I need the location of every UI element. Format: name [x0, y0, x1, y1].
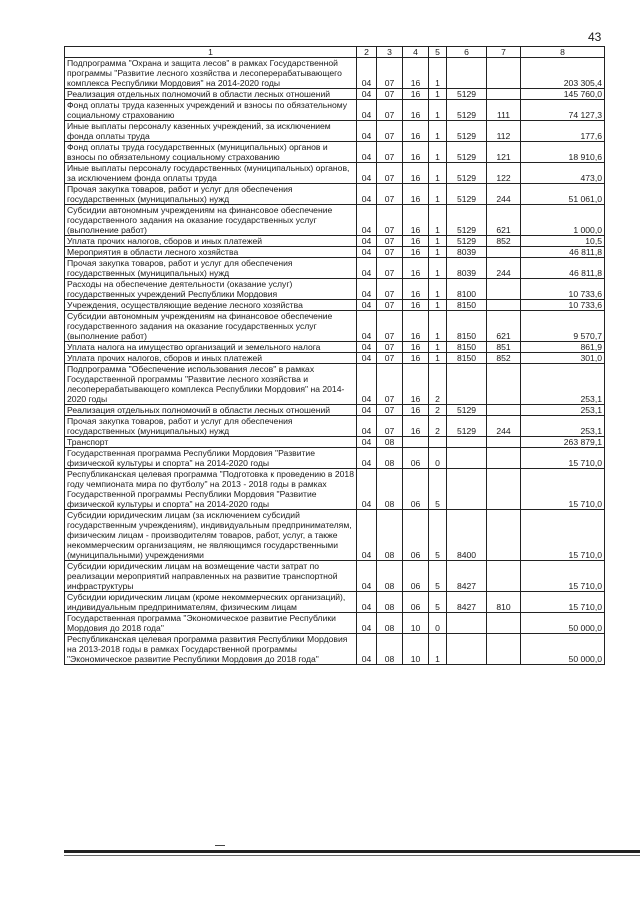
expense-type-cell — [487, 89, 521, 100]
amount-cell: 18 910,6 — [521, 142, 605, 163]
program-code-cell: 16 — [403, 405, 429, 416]
table-row — [65, 311, 605, 342]
article-code-cell: 5129 — [447, 184, 487, 205]
expense-type-cell: 121 — [487, 142, 521, 163]
column-header: 6 — [447, 47, 487, 58]
section-code-cell: 04 — [357, 405, 377, 416]
row-name-cell: Реализация отдельных полномочий в области лесных отношений — [65, 89, 357, 100]
program-code-cell: 16 — [403, 416, 429, 437]
article-code-cell: 5129 — [447, 205, 487, 236]
subsection-code-cell: 07 — [377, 353, 403, 364]
program-code-cell: 16 — [403, 364, 429, 405]
subsection-code-cell: 08 — [377, 437, 403, 448]
program-code-cell: 16 — [403, 58, 429, 89]
section-code-cell: 04 — [357, 613, 377, 634]
subsection-code-cell: 07 — [377, 405, 403, 416]
table-row — [65, 163, 605, 184]
amount-cell: 51 061,0 — [521, 184, 605, 205]
row-name-cell: Фонд оплаты труда государственных (муниципальных) органов и взносы по обязательному социальному страхованию — [65, 142, 357, 163]
row-name-cell: Реализация отдельных полномочий в области лесных отношений — [65, 405, 357, 416]
article-code-cell: 8400 — [447, 510, 487, 561]
subsection-code-cell: 07 — [377, 416, 403, 437]
article-code-cell: 5129 — [447, 142, 487, 163]
article-code-cell: 8150 — [447, 311, 487, 342]
amount-cell: 15 710,0 — [521, 592, 605, 613]
expense-type-cell — [487, 634, 521, 665]
subsection-code-cell: 07 — [377, 121, 403, 142]
row-name-cell: Государственная программа Республики Мордовия "Развитие физической культуры и спорта" на 2014-2020 годы — [65, 448, 357, 469]
subprogram-code-cell: 2 — [429, 405, 447, 416]
subsection-code-cell: 07 — [377, 205, 403, 236]
table-row — [65, 89, 605, 100]
subsection-code-cell: 08 — [377, 592, 403, 613]
program-code-cell: 16 — [403, 142, 429, 163]
expense-type-cell — [487, 561, 521, 592]
program-code-cell: 16 — [403, 184, 429, 205]
column-header: 7 — [487, 47, 521, 58]
subprogram-code-cell — [429, 437, 447, 448]
article-code-cell: 5129 — [447, 89, 487, 100]
row-name-cell: Фонд оплаты труда казенных учреждений и взносы по обязательному социальному страхованию — [65, 100, 357, 121]
section-code-cell: 04 — [357, 448, 377, 469]
subprogram-code-cell: 0 — [429, 448, 447, 469]
program-code-cell: 06 — [403, 510, 429, 561]
column-header: 8 — [521, 47, 605, 58]
subprogram-code-cell: 5 — [429, 469, 447, 510]
row-name-cell: Подпрограмма "Обеспечение использования лесов" в рамках Государственной программы "Развитие лесного хозяйства и лесоперерабатывающего комплекса Республики Мордовия" на 2014-2020 годы — [65, 364, 357, 405]
table-row — [65, 416, 605, 437]
section-code-cell: 04 — [357, 561, 377, 592]
subsection-code-cell: 07 — [377, 100, 403, 121]
row-name-cell: Субсидии юридическим лицам (за исключением субсидий государственным учреждениям), индивидуальным предпринимателям, физическим лицам - производителям товаров, работ, услуг, а также некоммерческим организациям, не являющимся государственными (муниципальными) учреждениями — [65, 510, 357, 561]
budget-table — [64, 46, 605, 665]
table-row — [65, 184, 605, 205]
subsection-code-cell: 08 — [377, 510, 403, 561]
section-code-cell: 04 — [357, 634, 377, 665]
subprogram-code-cell: 1 — [429, 163, 447, 184]
expense-type-cell — [487, 364, 521, 405]
section-code-cell: 04 — [357, 121, 377, 142]
expense-type-cell: 621 — [487, 311, 521, 342]
program-code-cell: 10 — [403, 634, 429, 665]
section-code-cell: 04 — [357, 469, 377, 510]
article-code-cell — [447, 469, 487, 510]
table-row — [65, 100, 605, 121]
amount-cell: 15 710,0 — [521, 561, 605, 592]
row-name-cell: Государственная программа "Экономическое развитие Республики Мордовия до 2018 года" — [65, 613, 357, 634]
section-code-cell: 04 — [357, 142, 377, 163]
table-row — [65, 469, 605, 510]
table-row — [65, 561, 605, 592]
article-code-cell: 8039 — [447, 247, 487, 258]
table-row — [65, 437, 605, 448]
subsection-code-cell: 07 — [377, 236, 403, 247]
table-row — [65, 258, 605, 279]
amount-cell: 177,6 — [521, 121, 605, 142]
row-name-cell: Расходы на обеспечение деятельности (оказание услуг) государственных учреждений Республики Мордовия — [65, 279, 357, 300]
expense-type-cell — [487, 437, 521, 448]
expense-type-cell — [487, 58, 521, 89]
subsection-code-cell: 08 — [377, 448, 403, 469]
program-code-cell: 06 — [403, 448, 429, 469]
amount-cell: 15 710,0 — [521, 510, 605, 561]
table-row — [65, 58, 605, 89]
expense-type-cell: 851 — [487, 342, 521, 353]
amount-cell: 1 000,0 — [521, 205, 605, 236]
article-code-cell: 8039 — [447, 258, 487, 279]
section-code-cell: 04 — [357, 58, 377, 89]
table-row — [65, 364, 605, 405]
row-name-cell: Учреждения, осуществляющие ведение лесного хозяйства — [65, 300, 357, 311]
program-code-cell: 16 — [403, 311, 429, 342]
subsection-code-cell: 08 — [377, 634, 403, 665]
row-name-cell: Мероприятия в области лесного хозяйства — [65, 247, 357, 258]
table-row — [65, 448, 605, 469]
subsection-code-cell: 08 — [377, 613, 403, 634]
article-code-cell — [447, 448, 487, 469]
section-code-cell: 04 — [357, 205, 377, 236]
subprogram-code-cell: 1 — [429, 236, 447, 247]
program-code-cell: 16 — [403, 100, 429, 121]
subprogram-code-cell: 1 — [429, 121, 447, 142]
row-name-cell: Иные выплаты персоналу государственных (муниципальных) органов, за исключением фонда оплаты труда — [65, 163, 357, 184]
program-code-cell: 16 — [403, 163, 429, 184]
article-code-cell — [447, 634, 487, 665]
expense-type-cell — [487, 613, 521, 634]
row-name-cell: Уплата прочих налогов, сборов и иных платежей — [65, 236, 357, 247]
section-code-cell: 04 — [357, 100, 377, 121]
row-name-cell: Транспорт — [65, 437, 357, 448]
amount-cell: 253,1 — [521, 405, 605, 416]
table-header-row — [65, 47, 605, 58]
expense-type-cell: 111 — [487, 100, 521, 121]
article-code-cell: 8427 — [447, 592, 487, 613]
expense-type-cell: 852 — [487, 236, 521, 247]
column-header: 3 — [377, 47, 403, 58]
subsection-code-cell: 07 — [377, 342, 403, 353]
article-code-cell — [447, 58, 487, 89]
subprogram-code-cell: 1 — [429, 311, 447, 342]
row-name-cell: Уплата налога на имущество организаций и земельного налога — [65, 342, 357, 353]
subprogram-code-cell: 1 — [429, 58, 447, 89]
amount-cell: 253,1 — [521, 364, 605, 405]
subprogram-code-cell: 1 — [429, 353, 447, 364]
bottom-rule — [64, 850, 640, 853]
amount-cell: 10 733,6 — [521, 279, 605, 300]
program-code-cell: 16 — [403, 247, 429, 258]
row-name-cell: Уплата прочих налогов, сборов и иных платежей — [65, 353, 357, 364]
table-row — [65, 205, 605, 236]
amount-cell: 473,0 — [521, 163, 605, 184]
page-number: 43 — [588, 30, 602, 44]
subsection-code-cell: 07 — [377, 364, 403, 405]
subprogram-code-cell: 2 — [429, 364, 447, 405]
row-name-cell: Подпрограмма "Охрана и защита лесов" в рамках Государственной программы "Развитие лесного хозяйства и лесоперерабатывающего комплекса Республики Мордовия" на 2014-2020 годы — [65, 58, 357, 89]
amount-cell: 46 811,8 — [521, 247, 605, 258]
amount-cell: 15 710,0 — [521, 469, 605, 510]
amount-cell: 145 760,0 — [521, 89, 605, 100]
expense-type-cell — [487, 300, 521, 311]
table-row — [65, 142, 605, 163]
row-name-cell: Субсидии автономным учреждениям на финансовое обеспечение государственного задания на оказание государственных услуг (выполнение работ) — [65, 311, 357, 342]
program-code-cell: 16 — [403, 121, 429, 142]
section-code-cell: 04 — [357, 300, 377, 311]
amount-cell: 15 710,0 — [521, 448, 605, 469]
amount-cell: 203 305,4 — [521, 58, 605, 89]
subprogram-code-cell: 5 — [429, 561, 447, 592]
section-code-cell: 04 — [357, 258, 377, 279]
amount-cell: 301,0 — [521, 353, 605, 364]
row-name-cell: Субсидии автономным учреждениям на финансовое обеспечение государственного задания на оказание государственных услуг (выполнение работ) — [65, 205, 357, 236]
amount-cell: 9 570,7 — [521, 311, 605, 342]
expense-type-cell: 112 — [487, 121, 521, 142]
expense-type-cell: 244 — [487, 184, 521, 205]
article-code-cell: 8150 — [447, 342, 487, 353]
amount-cell: 10,5 — [521, 236, 605, 247]
section-code-cell: 04 — [357, 592, 377, 613]
table-row — [65, 592, 605, 613]
program-code-cell: 16 — [403, 205, 429, 236]
program-code-cell: 16 — [403, 89, 429, 100]
subprogram-code-cell: 5 — [429, 510, 447, 561]
program-code-cell: 06 — [403, 592, 429, 613]
subsection-code-cell: 07 — [377, 258, 403, 279]
expense-type-cell — [487, 448, 521, 469]
expense-type-cell: 244 — [487, 258, 521, 279]
column-header: 4 — [403, 47, 429, 58]
section-code-cell: 04 — [357, 247, 377, 258]
subprogram-code-cell: 1 — [429, 258, 447, 279]
row-name-cell: Прочая закупка товаров, работ и услуг для обеспечения государственных (муниципальных) нужд — [65, 184, 357, 205]
section-code-cell: 04 — [357, 184, 377, 205]
table-row — [65, 236, 605, 247]
table-row — [65, 510, 605, 561]
subsection-code-cell: 07 — [377, 247, 403, 258]
subprogram-code-cell: 5 — [429, 592, 447, 613]
section-code-cell: 04 — [357, 342, 377, 353]
section-code-cell: 04 — [357, 416, 377, 437]
expense-type-cell: 621 — [487, 205, 521, 236]
article-code-cell: 5129 — [447, 416, 487, 437]
subprogram-code-cell: 1 — [429, 142, 447, 163]
expense-type-cell: 852 — [487, 353, 521, 364]
subprogram-code-cell: 1 — [429, 279, 447, 300]
expense-type-cell — [487, 510, 521, 561]
section-code-cell: 04 — [357, 89, 377, 100]
section-code-cell: 04 — [357, 236, 377, 247]
program-code-cell: 06 — [403, 561, 429, 592]
section-code-cell: 04 — [357, 279, 377, 300]
table-row — [65, 121, 605, 142]
table-row — [65, 342, 605, 353]
expense-type-cell — [487, 405, 521, 416]
amount-cell: 861,9 — [521, 342, 605, 353]
bottom-rule-thin — [64, 855, 640, 856]
program-code-cell: 16 — [403, 279, 429, 300]
expense-type-cell — [487, 279, 521, 300]
program-code-cell: 06 — [403, 469, 429, 510]
article-code-cell: 5129 — [447, 405, 487, 416]
section-code-cell: 04 — [357, 510, 377, 561]
subprogram-code-cell: 0 — [429, 613, 447, 634]
column-header: 1 — [65, 47, 357, 58]
row-name-cell: Республиканская целевая программа "Подготовка к проведению в 2018 году чемпионата мира по футболу" на 2013 - 2018 годы в рамках Государственной программы Республики Мордовия "Развитие физической культуры и спорта" на 2014-2020 годы — [65, 469, 357, 510]
subprogram-code-cell: 2 — [429, 416, 447, 437]
article-code-cell: 5129 — [447, 236, 487, 247]
subprogram-code-cell: 1 — [429, 184, 447, 205]
article-code-cell: 8150 — [447, 300, 487, 311]
table-row — [65, 405, 605, 416]
subsection-code-cell: 07 — [377, 163, 403, 184]
program-code-cell: 16 — [403, 342, 429, 353]
subprogram-code-cell: 1 — [429, 89, 447, 100]
article-code-cell: 8100 — [447, 279, 487, 300]
table-row — [65, 300, 605, 311]
subprogram-code-cell: 1 — [429, 300, 447, 311]
column-header: 5 — [429, 47, 447, 58]
table-row — [65, 353, 605, 364]
subprogram-code-cell: 1 — [429, 342, 447, 353]
subsection-code-cell: 07 — [377, 142, 403, 163]
table-row — [65, 613, 605, 634]
section-code-cell: 04 — [357, 311, 377, 342]
program-code-cell: 16 — [403, 300, 429, 311]
program-code-cell: 16 — [403, 353, 429, 364]
subsection-code-cell: 08 — [377, 469, 403, 510]
subsection-code-cell: 07 — [377, 58, 403, 89]
amount-cell: 10 733,6 — [521, 300, 605, 311]
subprogram-code-cell: 1 — [429, 634, 447, 665]
subsection-code-cell: 07 — [377, 279, 403, 300]
amount-cell: 50 000,0 — [521, 613, 605, 634]
subprogram-code-cell: 1 — [429, 100, 447, 121]
table-row — [65, 247, 605, 258]
table-row — [65, 279, 605, 300]
subprogram-code-cell: 1 — [429, 247, 447, 258]
article-code-cell — [447, 437, 487, 448]
expense-type-cell — [487, 247, 521, 258]
subsection-code-cell: 07 — [377, 311, 403, 342]
article-code-cell: 8150 — [447, 353, 487, 364]
program-code-cell: 16 — [403, 236, 429, 247]
subsection-code-cell: 08 — [377, 561, 403, 592]
article-code-cell: 5129 — [447, 163, 487, 184]
table-row — [65, 634, 605, 665]
section-code-cell: 04 — [357, 163, 377, 184]
expense-type-cell — [487, 469, 521, 510]
subsection-code-cell: 07 — [377, 300, 403, 311]
expense-type-cell: 244 — [487, 416, 521, 437]
amount-cell: 253,1 — [521, 416, 605, 437]
expense-type-cell: 122 — [487, 163, 521, 184]
section-code-cell: 04 — [357, 353, 377, 364]
article-code-cell: 5129 — [447, 100, 487, 121]
amount-cell: 263 879,1 — [521, 437, 605, 448]
subsection-code-cell: 07 — [377, 89, 403, 100]
article-code-cell: 5129 — [447, 121, 487, 142]
amount-cell: 74 127,3 — [521, 100, 605, 121]
program-code-cell: 16 — [403, 258, 429, 279]
expense-type-cell: 810 — [487, 592, 521, 613]
row-name-cell: Иные выплаты персоналу казенных учреждений, за исключением фонда оплаты труда — [65, 121, 357, 142]
amount-cell: 46 811,8 — [521, 258, 605, 279]
article-code-cell — [447, 613, 487, 634]
row-name-cell: Прочая закупка товаров, работ и услуг для обеспечения государственных (муниципальных) нужд — [65, 416, 357, 437]
subsection-code-cell: 07 — [377, 184, 403, 205]
article-code-cell — [447, 364, 487, 405]
row-name-cell: Республиканская целевая программа развития Республики Мордовия на 2013-2018 годы в рамках Государственной программы "Экономическое развитие Республики Мордовия до 2018 года" — [65, 634, 357, 665]
article-code-cell: 8427 — [447, 561, 487, 592]
row-name-cell: Субсидии юридическим лицам на возмещение части затрат по реализации мероприятий направленных на развитие транспортной инфраструктуры — [65, 561, 357, 592]
amount-cell: 50 000,0 — [521, 634, 605, 665]
row-name-cell: Субсидии юридическим лицам (кроме некоммерческих организаций), индивидуальным предпринимателям, физическим лицам — [65, 592, 357, 613]
footer-dash — [215, 845, 225, 846]
subprogram-code-cell: 1 — [429, 205, 447, 236]
program-code-cell: 10 — [403, 613, 429, 634]
section-code-cell: 04 — [357, 364, 377, 405]
column-header: 2 — [357, 47, 377, 58]
section-code-cell: 04 — [357, 437, 377, 448]
row-name-cell: Прочая закупка товаров, работ и услуг для обеспечения государственных (муниципальных) нужд — [65, 258, 357, 279]
program-code-cell — [403, 437, 429, 448]
